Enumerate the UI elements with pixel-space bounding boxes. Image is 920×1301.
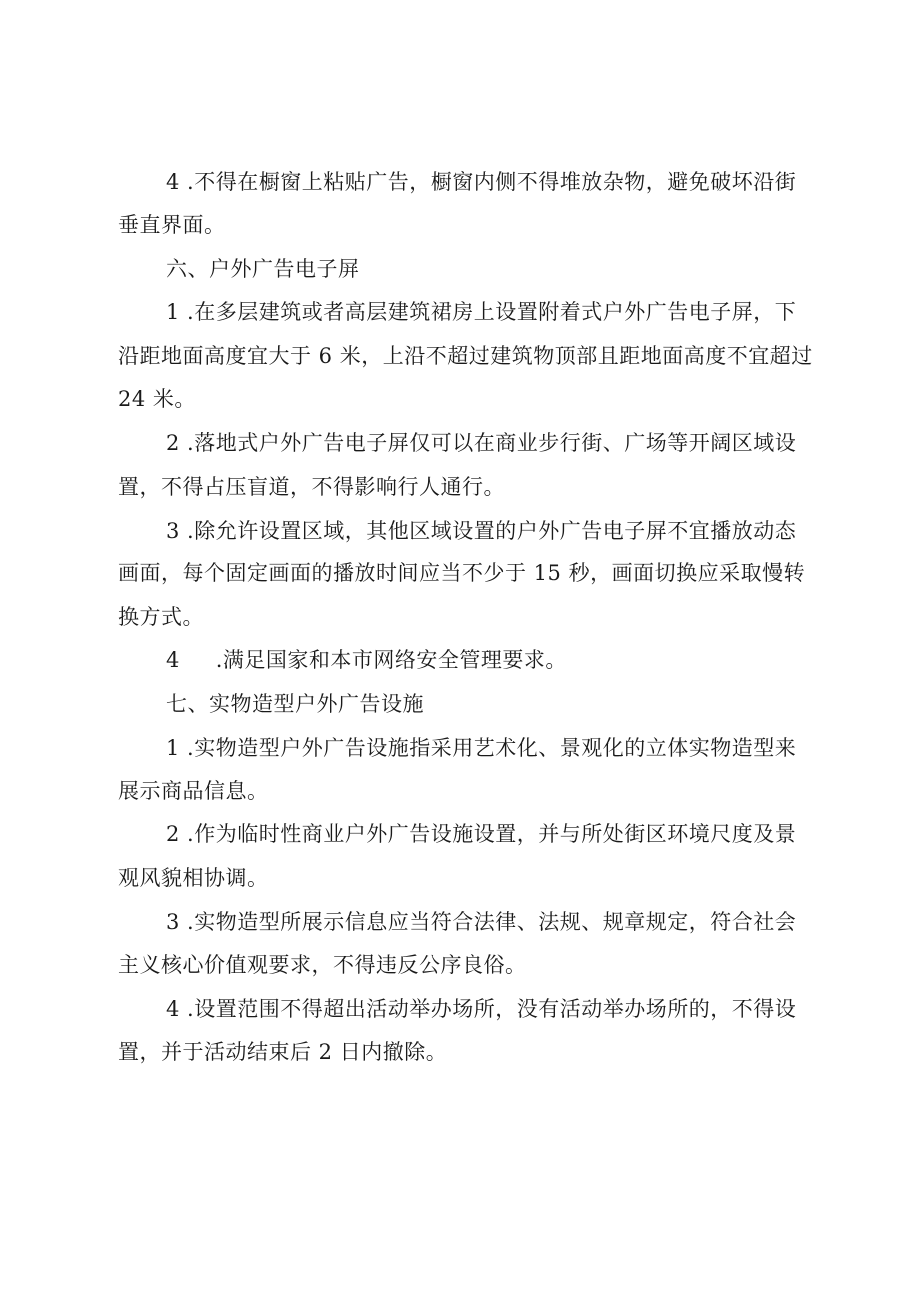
text-line: 3 .除允许设置区域，其他区域设置的户外广告电子屏不宜播放动态 — [166, 519, 797, 543]
text-line: 主义核心价值观要求，不得违反公序良俗。 — [118, 953, 527, 977]
text-line: 展示商品信息。 — [118, 779, 269, 803]
text-line: 画面，每个固定画面的播放时间应当不少于 15 秒，画面切换应采取慢转 — [118, 561, 806, 585]
text-line: 观风貌相协调。 — [118, 866, 269, 890]
text-line: 1 .在多层建筑或者高层建筑裙房上设置附着式户外广告电子屏，下 — [166, 300, 797, 324]
section-heading: 七、实物造型户外广告设施 — [166, 692, 424, 716]
section-heading: 六、户外广告电子屏 — [166, 257, 360, 281]
text-line: 置，并于活动结束后 2 日内撤除。 — [118, 1040, 448, 1064]
text-line: 4 .满足国家和本市网络安全管理要求。 — [166, 648, 567, 672]
text-line: 换方式。 — [118, 605, 204, 629]
text-line: 1 .实物造型户外广告设施指采用艺术化、景观化的立体实物造型来 — [166, 736, 797, 760]
text-line: 置，不得占压盲道，不得影响行人通行。 — [118, 475, 505, 499]
text-line: 2 .落地式户外广告电子屏仅可以在商业步行街、广场等开阔区域设 — [166, 431, 797, 455]
text-line: 24 米。 — [118, 387, 196, 411]
text-line: 2 .作为临时性商业户外广告设施设置，并与所处街区环境尺度及景 — [166, 822, 797, 846]
text-line: 垂直界面。 — [118, 213, 226, 237]
text-line: 4 .设置范围不得超出活动举办场所，没有活动举办场所的，不得设 — [166, 997, 797, 1021]
text-line: 4 .不得在橱窗上粘贴广告，橱窗内侧不得堆放杂物，避免破坏沿街 — [166, 170, 797, 194]
text-line: 3 .实物造型所展示信息应当符合法律、法规、规章规定，符合社会 — [166, 910, 797, 934]
text-line: 沿距地面高度宜大于 6 米，上沿不超过建筑物顶部且距地面高度不宜超过 — [118, 344, 813, 368]
